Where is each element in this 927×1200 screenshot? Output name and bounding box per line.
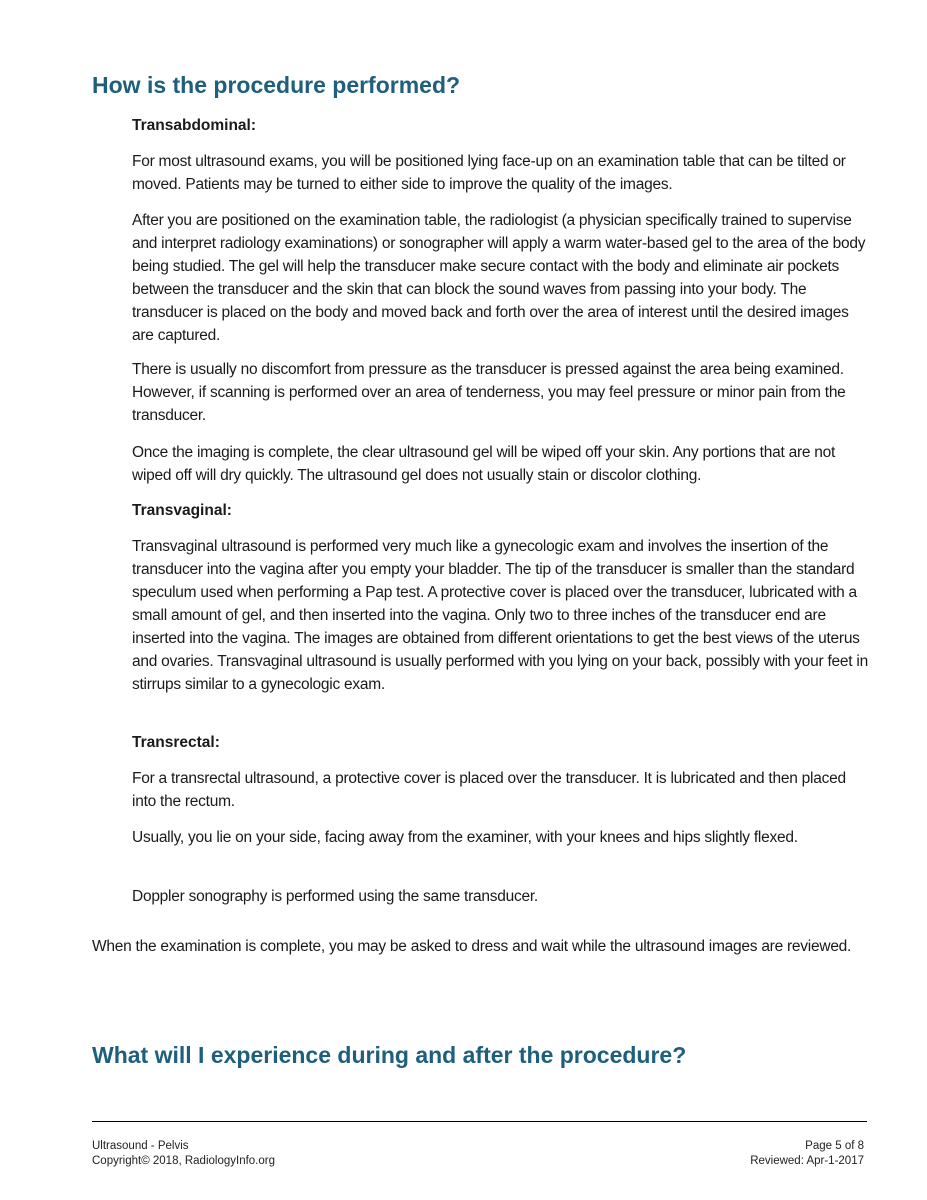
- subheading-transabdominal: Transabdominal:: [132, 117, 257, 134]
- footer-left: [92, 1139, 275, 1169]
- footer-divider: [92, 1121, 867, 1122]
- transrectal-paragraph-2: [132, 826, 872, 849]
- subheading-transvaginal: Transvaginal:: [132, 502, 232, 519]
- footer-page-number: Page 5 of 8: [805, 1140, 864, 1152]
- transvaginal-paragraph-1: [132, 535, 872, 696]
- paragraph: After you are positioned on the examination table, the radiologist (a physician specifically trained to supervise and interpret radiology examinations) or sonographer will apply a warm water-based gel to the area of the body being studied. The gel will help the transducer make secure contact with the body and eliminate air pockets between the transducer and the skin that can block the sound waves from passing into your body. The transducer is placed on the body and moved back and forth over the area of interest until the desired images are captured.: [132, 212, 866, 344]
- section-heading-procedure: How is the procedure performed?: [92, 72, 461, 98]
- paragraph: Once the imaging is complete, the clear ultrasound gel will be wiped off your skin. Any portions that are not wiped off will dry quickly. The ultrasound gel does not usually stain or discolor clothing.: [132, 444, 836, 484]
- transabdominal-paragraph-4: [132, 441, 872, 487]
- footer-copyright: Copyright© 2018, RadiologyInfo.org: [92, 1155, 276, 1167]
- transabdominal-label: [132, 116, 872, 136]
- paragraph: Transvaginal ultrasound is performed very much like a gynecologic exam and involves the insertion of the transducer into the vagina after you empty your bladder. The tip of the transducer is smaller than the standard speculum used when performing a Pap test. A protective cover is placed over the transducer, lubricated with a small amount of gel, and then inserted into the vagina. Only two to three inches of the transducer end are inserted into the vagina. The images are obtained from different orientations to get the best views of the uterus and ovaries. Transvaginal ultrasound is usually performed with you lying on your back, possibly with your feet in stirrups similar to a gynecologic exam.: [132, 538, 868, 693]
- transrectal-paragraph-3: [132, 885, 872, 908]
- footer-right: [750, 1139, 864, 1169]
- transrectal-label: [132, 733, 872, 753]
- paragraph: For most ultrasound exams, you will be positioned lying face-up on an examination table that can be tilted or moved. Patients may be turned to either side to improve the quality of the images.: [132, 153, 846, 193]
- paragraph: Usually, you lie on your side, facing away from the examiner, with your knees and hips slightly flexed.: [132, 829, 798, 846]
- paragraph: Doppler sonography is performed using the same transducer.: [132, 888, 538, 905]
- footer-reviewed-date: Reviewed: Apr-1-2017: [750, 1155, 864, 1167]
- closing-paragraph: When the examination is complete, you may be asked to dress and wait while the ultrasound images are reviewed.: [92, 938, 852, 955]
- transvaginal-label: [132, 501, 872, 521]
- transabdominal-paragraph-3: [132, 358, 872, 427]
- transabdominal-paragraph-2: [132, 209, 872, 347]
- closing-paragraph-wrap: [92, 935, 872, 958]
- paragraph: For a transrectal ultrasound, a protective cover is placed over the transducer. It is lubricated and then placed into the rectum.: [132, 770, 846, 810]
- footer-title: Ultrasound - Pelvis: [92, 1140, 189, 1152]
- transrectal-paragraph-1: [132, 767, 872, 813]
- transabdominal-paragraph-1: [132, 150, 872, 196]
- section-heading-experience: What will I experience during and after the procedure?: [92, 1042, 687, 1068]
- paragraph: There is usually no discomfort from pressure as the transducer is pressed against the area being examined. However, if scanning is performed over an area of tenderness, you may feel pressure or minor pain from the transducer.: [132, 361, 846, 424]
- subheading-transrectal: Transrectal:: [132, 734, 220, 751]
